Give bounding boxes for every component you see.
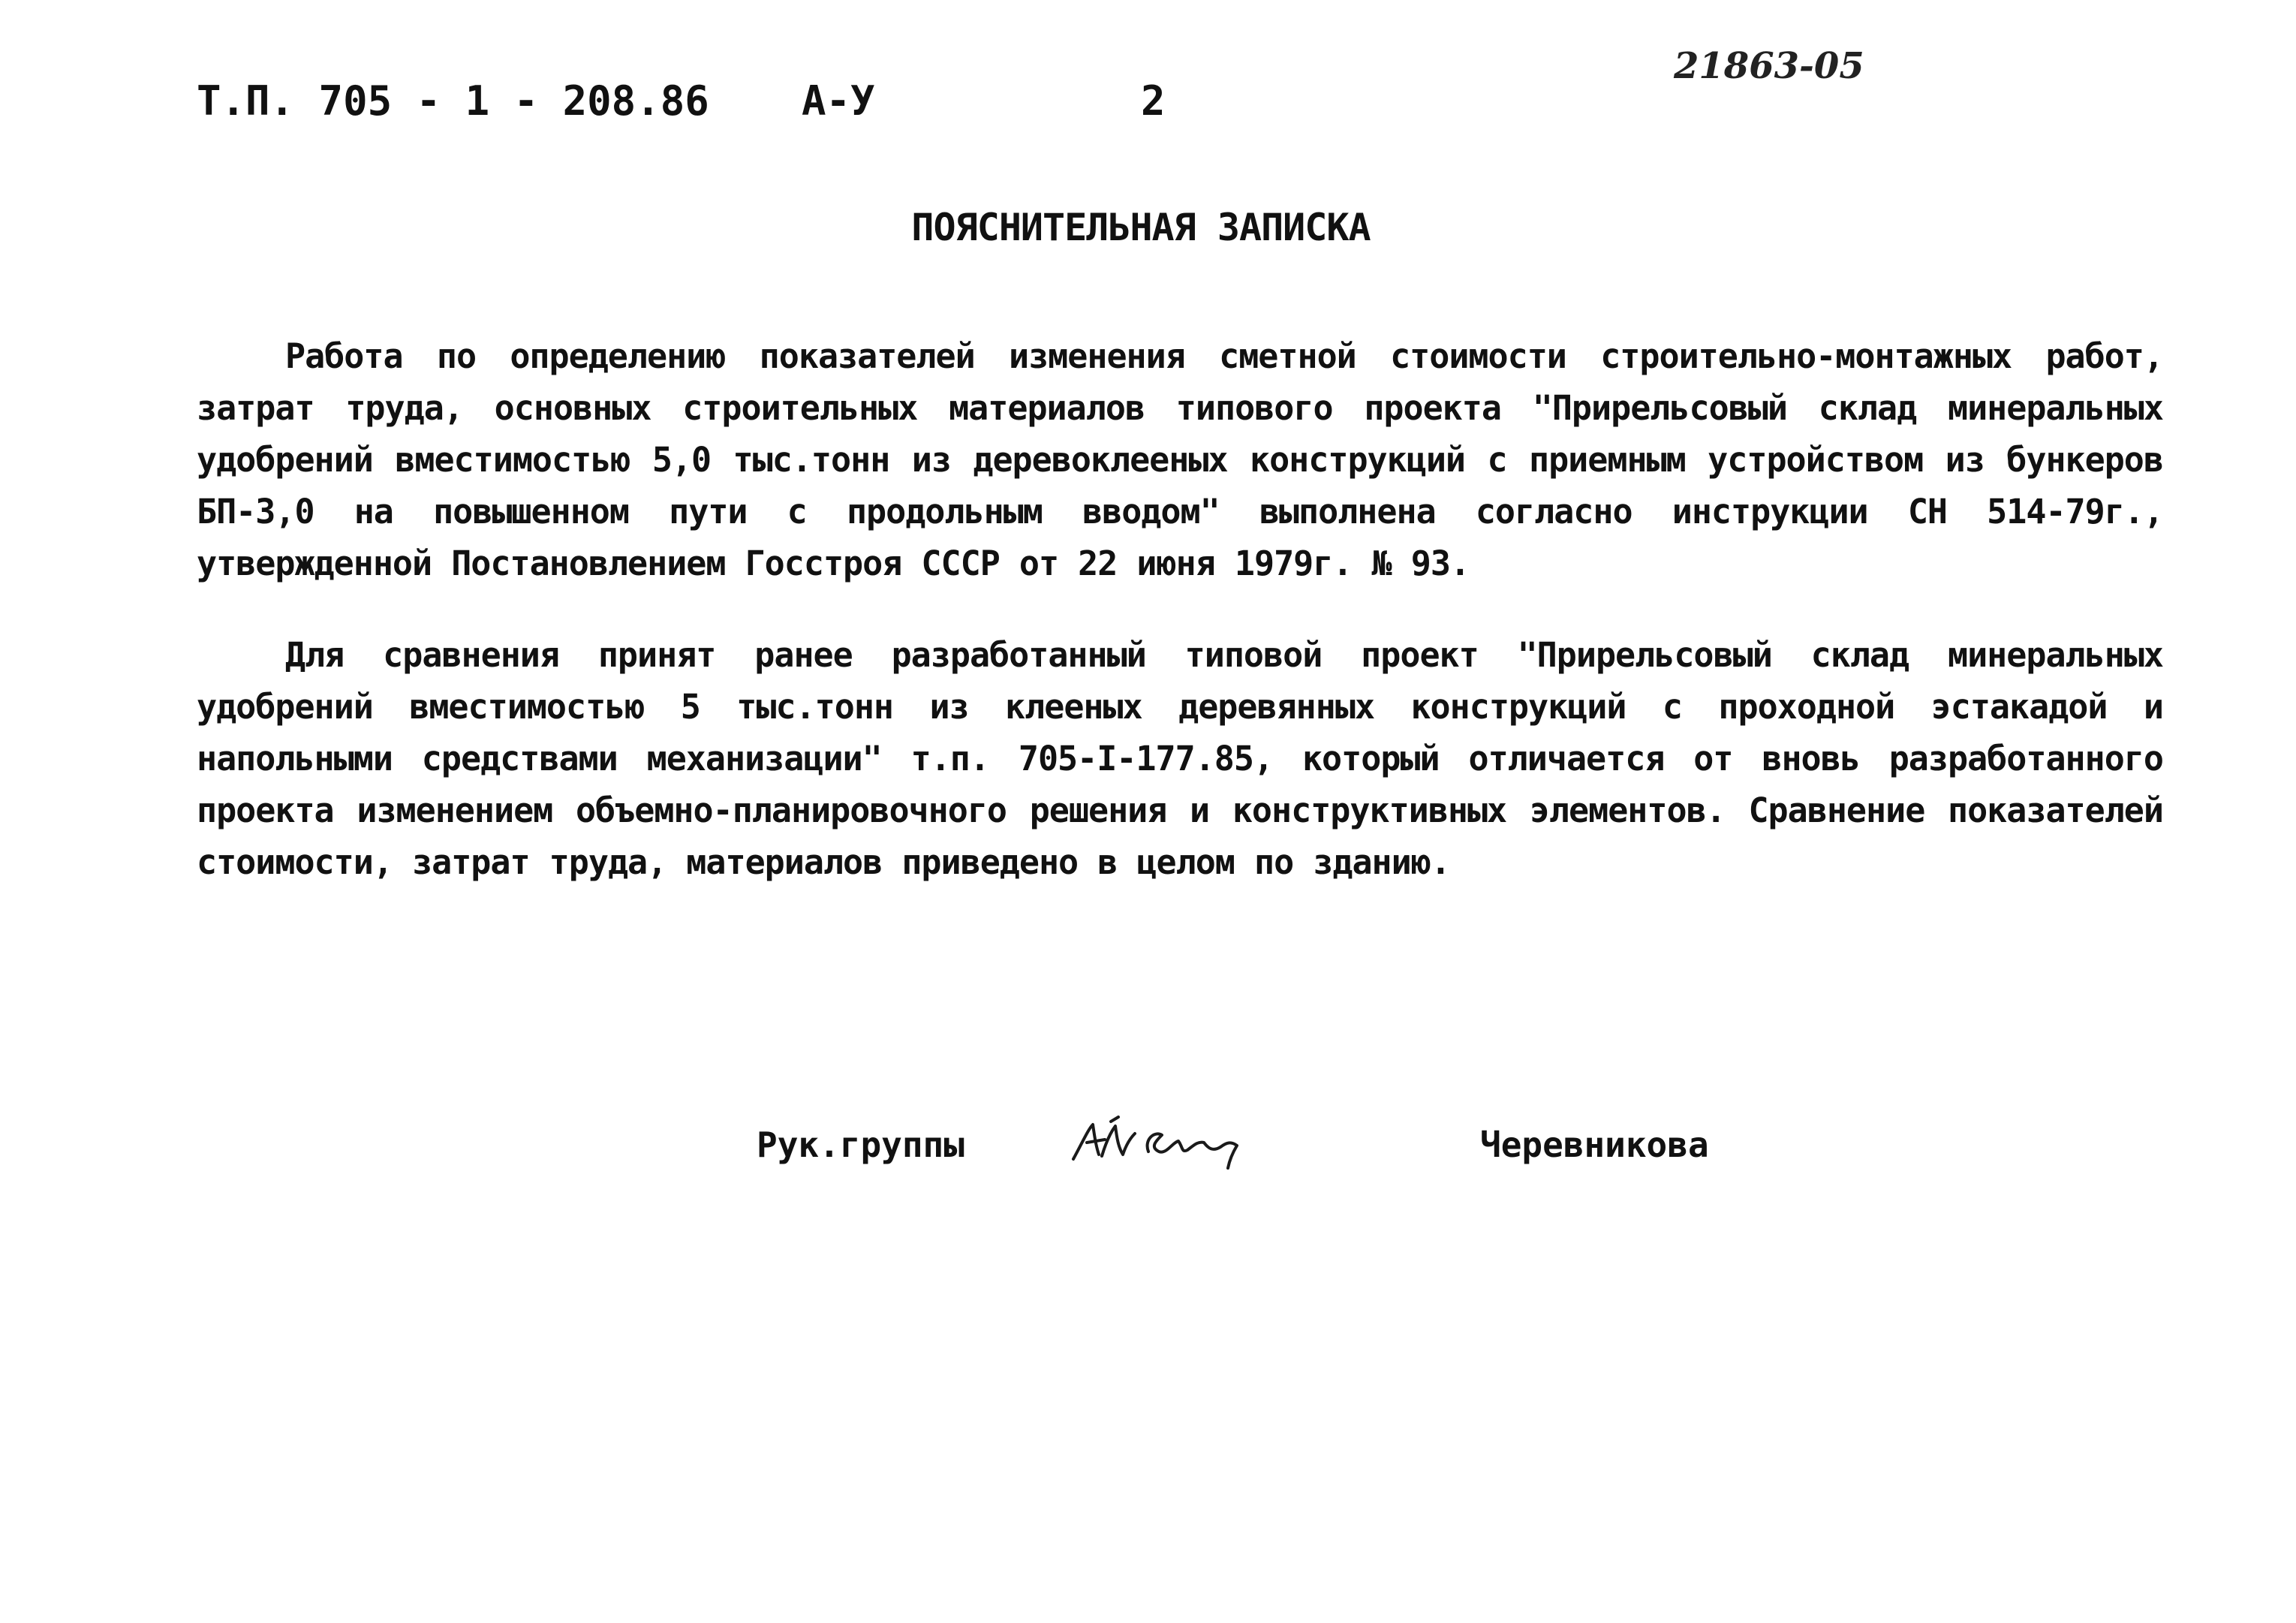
document-code: Т.П. 705 - 1 - 208.86 — [197, 77, 709, 125]
paragraph-2: Для сравнения принят ранее разработанный типовой проект "Прирельсовый склад минеральных удобрений вместимостью 5 тыс.тонн из клееных деревянных конструкций с проходной эстакадой и напольными средствами механизации" т.п. 705-I-177.85, который отличается от вновь разработанного проекта изменением объемно-планировочного решения и конструктивных элементов. Сравнение показателей стоимости, затрат труда, материалов приведено в целом по зданию. — [197, 635, 2163, 882]
page-number: 2 — [1141, 77, 1166, 125]
paragraph-1: Работа по определению показателей изменения сметной стоимости строительно-монтажных работ, затрат труда, основных строительных материалов типового проекта "Прирельсовый склад минеральных удобрений вместимостью 5,0 тыс.тонн из дерeвоклееных конструкций с приемным устройством из бункеров БП-3,0 на повышенном пути с продольным вводом" выполнена согласно инструкции СН 514-79г., утвержденной Постановлением Госстроя СССР от 22 июня 1979г. № 93. — [197, 336, 2163, 583]
signatory-name: Черевникова — [1480, 1125, 1709, 1165]
signature-block — [0, 1119, 2296, 1186]
document-section: А-У — [802, 77, 875, 125]
handwritten-archive-number: 21863-05 — [1674, 45, 1864, 87]
signature-role: Рук.группы — [757, 1125, 964, 1165]
handwritten-signature — [1066, 1113, 1261, 1180]
page-title: ПОЯСНИТЕЛЬНАЯ ЗАПИСКА — [911, 206, 1371, 249]
